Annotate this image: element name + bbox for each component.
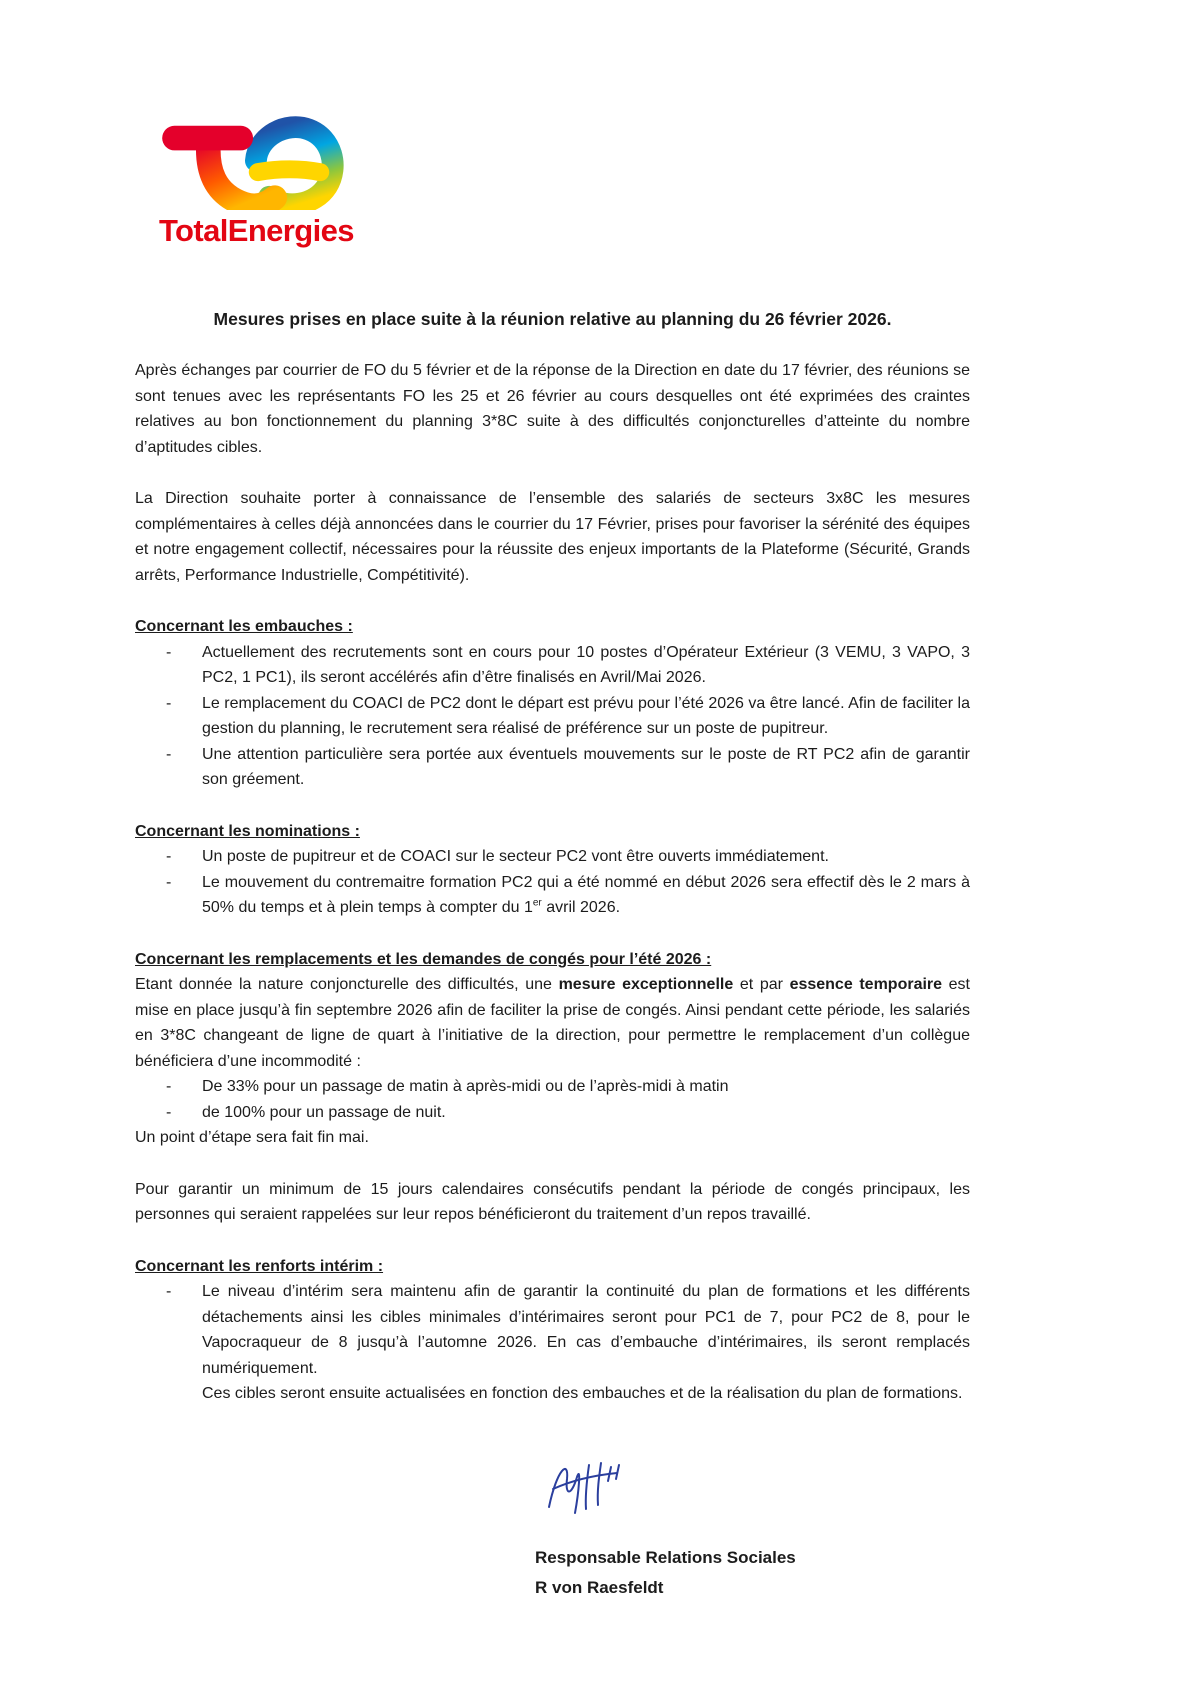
interim-list: [135, 1279, 970, 1381]
list-item: [135, 691, 970, 742]
heading-nominations: Concernant les nominations :: [135, 822, 360, 840]
intro-paragraph-1: Après échanges par courrier de FO du 5 février et de la réponse de la Direction en date du 17 février, des réunions se sont tenues avec les représentants FO les 25 et 26 février au cours desquelles ont été exprimées des craintes relatives au bon fonctionnement du planning 3*8C suite à des difficultés conjoncturelles d’atteinte du nombre d’aptitudes cibles.: [135, 362, 970, 456]
heading-conges: Concernant les remplacements et les demandes de congés pour l’été 2026 :: [135, 950, 712, 968]
list-item-text-part: Le mouvement du contremaitre formation PC2 qui a été nommé en début 2026 sera effectif dès le 2 mars à 50% du temps et à plein temps à compter du 1: [202, 873, 970, 916]
signer-name: R von Raesfeldt: [535, 1577, 664, 1597]
list-item-text: Une attention particulière sera portée aux éventuels mouvements sur le poste de RT PC2 afin de garantir son gréement.: [202, 745, 970, 788]
conges-paragraph-3: Pour garantir un minimum de 15 jours calendaires consécutifs pendant la période de congés principaux, les personnes qui seraient rappelées sur leur repos bénéficieront du traitement d’un repos travaillé.: [135, 1180, 970, 1223]
intro-paragraph-2: La Direction souhaite porter à connaissance de l’ensemble des salariés de secteurs 3x8C les mesures complémentaires à celles déjà annoncées dans le courrier du 17 Février, prises pour favoriser la sérénité des équipes et notre engagement collectif, nécessaires pour la réussite des enjeux importants de la Plateforme (Sécurité, Grands arrêts, Performance Industrielle, Compétitivité).: [135, 490, 970, 584]
list-item: [135, 640, 970, 691]
list-item: [135, 1100, 970, 1126]
list-item-text: Actuellement des recrutements sont en cours pour 10 postes d’Opérateur Extérieur (3 VEMU, 3 VAPO, 3 PC2, 1 PC1), ils seront accélérés afin d’être finalisés en Avril/Mai 2026.: [202, 643, 970, 686]
list-item-text: Le niveau d’intérim sera maintenu afin de garantir la continuité du plan de formations et les différents détachements ainsi les cibles minimales d’intérimaires seront pour PC1 de 7, pour PC2 de 8, pour le Vapocraqueur de 8 jusqu’à l’automne 2026. En cas d’embauche d’intérimaires, ils seront remplacés numériquement.: [202, 1283, 970, 1377]
handwritten-signature-icon: [539, 1451, 669, 1529]
list-item: [135, 870, 970, 921]
conges-text-part: Etant donnée la nature conjoncturelle des difficultés, une: [135, 976, 559, 993]
conges-paragraph-1: [135, 972, 970, 1074]
list-item-text: De 33% pour un passage de matin à après-midi ou de l’après-midi à matin: [202, 1078, 729, 1095]
list-item-text: de 100% pour un passage de nuit.: [202, 1103, 446, 1121]
interim-continuation: Ces cibles seront ensuite actualisées en fonction des embauches et de la réalisation du plan de formations.: [202, 1385, 963, 1402]
list-item: [135, 1074, 970, 1100]
superscript-ordinal: er: [532, 897, 542, 909]
conges-bold-2: essence temporaire: [789, 976, 943, 993]
conges-text-part: est mise en place jusqu’à fin septembre 2026 afin de faciliter la prise de congés. Ainsi pendant cette période, les salariés en 3*8C changeant de ligne de quart à l’initiative de la direction, pour permettre le remplacement d’un collègue bénéficiera d’une incommodité :: [135, 976, 971, 1070]
totalenergies-logo-icon: [159, 104, 349, 210]
conges-text-part: et par: [733, 976, 790, 993]
conges-list: [135, 1074, 970, 1125]
list-item: [135, 844, 970, 870]
embauches-list: [135, 640, 970, 793]
list-item-text: Un poste de pupitreur et de COACI sur le secteur PC2 vont être ouverts immédiatement.: [202, 848, 829, 865]
totalenergies-logo: [135, 0, 970, 248]
document-content: [135, 0, 970, 1603]
heading-interim: Concernant les renforts intérim :: [135, 1257, 384, 1275]
list-item: [135, 1279, 970, 1381]
nominations-list: [135, 844, 970, 921]
conges-bold-1: mesure exceptionnelle: [558, 976, 734, 993]
list-item-text: [202, 874, 970, 917]
signer-role: Responsable Relations Sociales: [535, 1547, 796, 1567]
brand-wordmark: TotalEnergies: [159, 213, 354, 248]
signature-block: [535, 1451, 970, 1603]
conges-paragraph-2: Un point d’étape sera fait fin mai.: [135, 1129, 369, 1146]
list-item: [135, 742, 970, 793]
list-item-text-part: avril 2026.: [541, 899, 621, 916]
list-item-text: Le remplacement du COACI de PC2 dont le départ est prévu pour l’été 2026 va être lancé. Afin de faciliter la gestion du planning, le recrutement sera réalisé de préférence sur un poste de pupitreur.: [202, 694, 970, 737]
heading-embauches: Concernant les embauches :: [135, 618, 353, 635]
document-title: Mesures prises en place suite à la réunion relative au planning du 26 février 2026.: [213, 309, 892, 329]
